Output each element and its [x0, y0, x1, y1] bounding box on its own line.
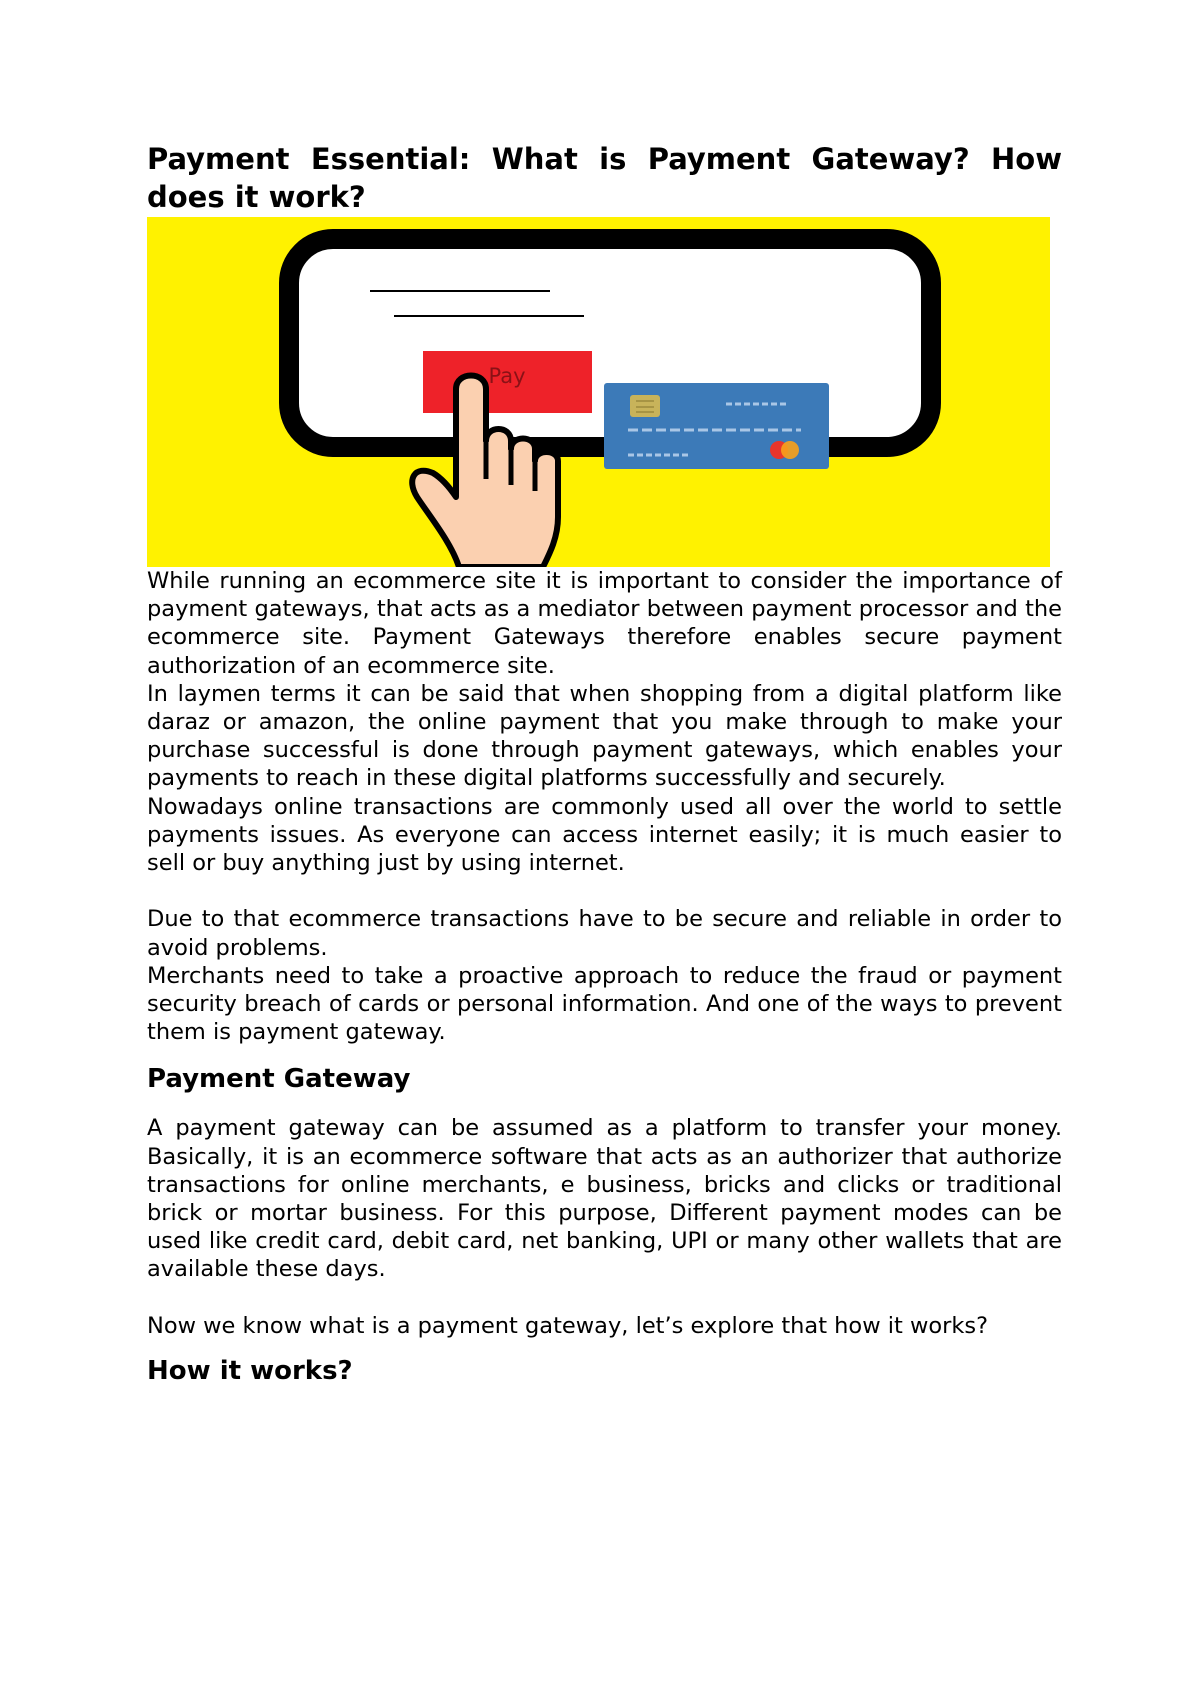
document-title: Payment Essential: What is Payment Gateway? How does it work? — [147, 142, 1062, 214]
document-page — [147, 140, 1062, 1406]
payment-illustration — [147, 217, 1050, 567]
section-heading-payment-gateway: Payment Gateway — [147, 1064, 411, 1095]
intro-paragraph: Due to that ecommerce transactions have to be secure and reliable in order to avoid problems. — [147, 906, 1062, 961]
paragraph-spacer — [147, 877, 1062, 905]
intro-paragraph: Nowadays online transactions are commonly used all over the world to settle payments issues. As everyone can access internet easily; it is much easier to sell or buy anything just by using internet. — [147, 793, 1062, 877]
section-paragraph: A payment gateway can be assumed as a platform to transfer your money. Basically, it is an ecommerce software that acts as an authorizer that authorize transactions for online merchants, e business, bricks and clicks or traditional brick or mortar business. For this purpose, Different payment modes can be used like credit card, debit card, net banking, UPI or many other wallets that are available these days. — [147, 1115, 1062, 1283]
section-paragraph: Now we know what is a payment gateway, let’s explore that how it works? — [147, 1312, 989, 1339]
intro-paragraph: In laymen terms it can be said that when shopping from a digital platform like daraz or amazon, the online payment that you make through to make your purchase successful is done through payment gateways, which enables your payments to reach in these digital platforms successfully and securely. — [147, 680, 1062, 792]
credit-card-icon — [604, 383, 829, 469]
paragraph-spacer — [147, 1284, 1062, 1312]
intro-paragraph: While running an ecommerce site it is important to consider the importance of payment gateways, that acts as a mediator between payment processor and the ecommerce site. Payment Gateways therefore enables secure payment authorization of an ecommerce site. — [147, 568, 1062, 679]
pay-button-label: Pay — [488, 364, 526, 388]
section-heading-how-it-works: How it works? — [147, 1356, 353, 1387]
intro-paragraph: Merchants need to take a proactive approach to reduce the fraud or payment security breach of cards or personal information. And one of the ways to prevent them is payment gateway. — [147, 962, 1062, 1046]
